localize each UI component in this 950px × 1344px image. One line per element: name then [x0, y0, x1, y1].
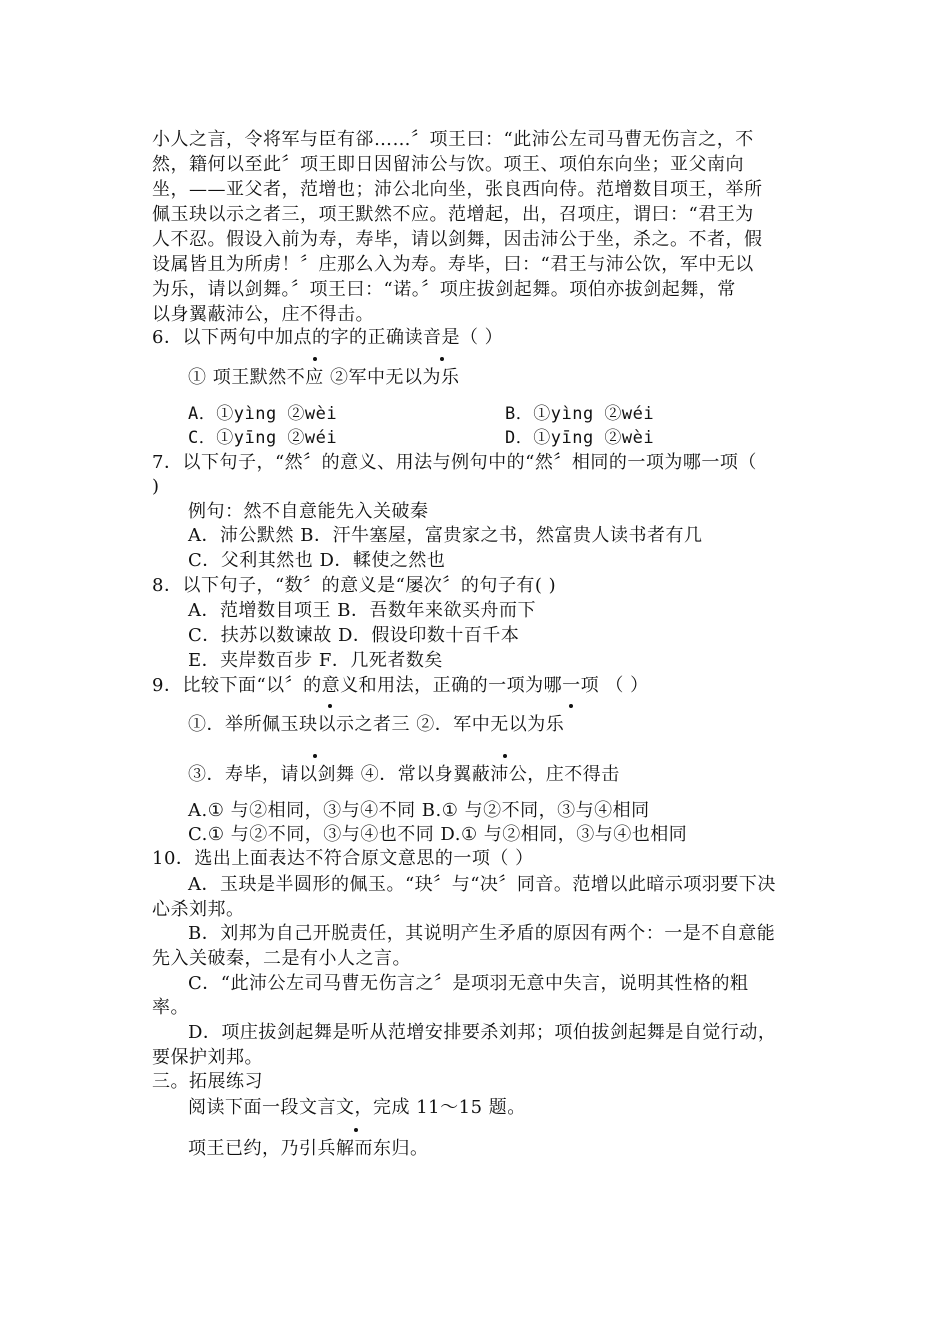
question-7-options-line-1: A．沛公默然 B．汗牛塞屋，富贵家之书，然富贵人读书者有几	[188, 525, 703, 546]
question-10-option-b: B．刘邦为自己开脱责任，其说明产生矛盾的原因有两个：一是不自意能	[188, 923, 776, 944]
question-6-stem: 6．以下两句中加点的字的正确读音是（ ）	[152, 327, 504, 348]
emphasis-dot	[313, 754, 317, 758]
passage-line-2: 然，籍何以至此〞项王即日因留沛公与饮。项王、项伯东向坐；亚父南向	[152, 154, 744, 175]
passage-line-7: 为乐，请以剑舞。〞项王曰：“诺。〞项庄拔剑起舞。项伯亦拔剑起舞，常	[152, 279, 736, 300]
question-8-options-line-2: C．扶苏以数谏故 D．假设印数十百千本	[188, 625, 520, 646]
passage-line-6: 设属皆且为所虏！〞庄那么入为寿。寿毕，曰：“君王与沛公饮，军中无以	[152, 254, 754, 275]
question-6-sentences: ① 项王默然不应 ②军中无以为乐	[188, 367, 460, 388]
question-10-option-a-continued: 心杀刘邦。	[152, 899, 245, 920]
emphasis-dot	[328, 704, 332, 708]
passage-line-8: 以身翼蔽沛公，庄不得击。	[152, 304, 374, 325]
question-9-options-line-1: A.① 与②相同，③与④不同 B.① 与②不同，③与④相同	[188, 800, 650, 821]
emphasis-dot	[569, 704, 573, 708]
passage-line-5: 人不忍。假设入前为寿，寿毕，请以剑舞，因击沛公于坐，杀之。不者，假	[152, 229, 763, 250]
section-3-instructions: 阅读下面一段文言文，完成 11～15 题。	[188, 1097, 526, 1118]
passage-line-4: 佩玉玦以示之者三，项王默然不应。范增起，出，召项庄，谓曰：“君王为	[152, 204, 754, 225]
question-10-option-c: C．“此沛公左司马曹无伤言之〞是项羽无意中失言，说明其性格的粗	[188, 973, 749, 994]
question-8-options-line-1: A．范增数目项王 B．吾数年来欲买舟而下	[188, 600, 536, 621]
emphasis-dot	[354, 1128, 358, 1132]
question-7-options-line-2: C．父利其然也 D．輮使之然也	[188, 550, 446, 571]
passage-line-1: 小人之言，令将军与臣有郤……〞项王曰：“此沛公左司马曹无伤言之，不	[152, 129, 754, 150]
question-10-option-b-continued: 先入关破秦，二是有小人之言。	[152, 948, 411, 969]
emphasis-dot	[440, 357, 444, 361]
question-8-options-line-3: E．夹岸数百步 F．几死者数矣	[188, 650, 443, 671]
question-8-stem: 8．以下句子，“数〞的意义是“屡次〞的句子有( )	[152, 575, 557, 596]
question-9-stem: 9．比较下面“以〞的意义和用法，正确的一项为哪一项 （ ）	[152, 675, 649, 696]
question-10-option-d-continued: 要保护刘邦。	[152, 1047, 263, 1068]
section-3-passage-line-1: 项王已约，乃引兵解而东归。	[188, 1138, 429, 1159]
question-10-stem: 10．选出上面表达不符合原文意思的一项（ ）	[152, 848, 534, 869]
emphasis-dot	[313, 357, 317, 361]
question-9-row-1: ①．举所佩玉玦以示之者三 ②．军中无以为乐	[188, 714, 565, 735]
question-7-stem: 7．以下句子，“然〞的意义、用法与例句中的“然〞相同的一项为哪一项（	[152, 452, 757, 473]
question-7-example: 例句：然不自意能先入关破秦	[188, 501, 429, 522]
question-9-row-2: ③．寿毕，请以剑舞 ④．常以身翼蔽沛公，庄不得击	[188, 764, 620, 785]
section-3-heading: 三。拓展练习	[152, 1071, 263, 1092]
question-6-option-d: D．①yīng ②wèi	[505, 428, 655, 448]
question-6-option-b: B．①yìng ②wéi	[505, 404, 655, 424]
passage-line-3: 坐，——亚父者，范增也；沛公北向坐，张良西向侍。范增数目项王，举所	[152, 179, 763, 200]
question-10-option-a: A．玉玦是半圆形的佩玉。“玦〞与“决〞同音。范增以此暗示项羽要下决	[188, 874, 776, 895]
question-6-option-c: C．①yīng ②wéi	[188, 428, 338, 448]
question-10-option-d: D．项庄拔剑起舞是听从范增安排要杀刘邦；项伯拔剑起舞是自觉行动，	[188, 1022, 777, 1043]
question-7-stem-continued: )	[152, 476, 160, 497]
question-9-options-line-2: C.① 与②不同，③与④也不同 D.① 与②相同，③与④也相同	[188, 824, 688, 845]
emphasis-dot	[503, 754, 507, 758]
question-6-option-a: A．①yìng ②wèi	[188, 404, 338, 424]
question-10-option-c-continued: 率。	[152, 997, 189, 1018]
